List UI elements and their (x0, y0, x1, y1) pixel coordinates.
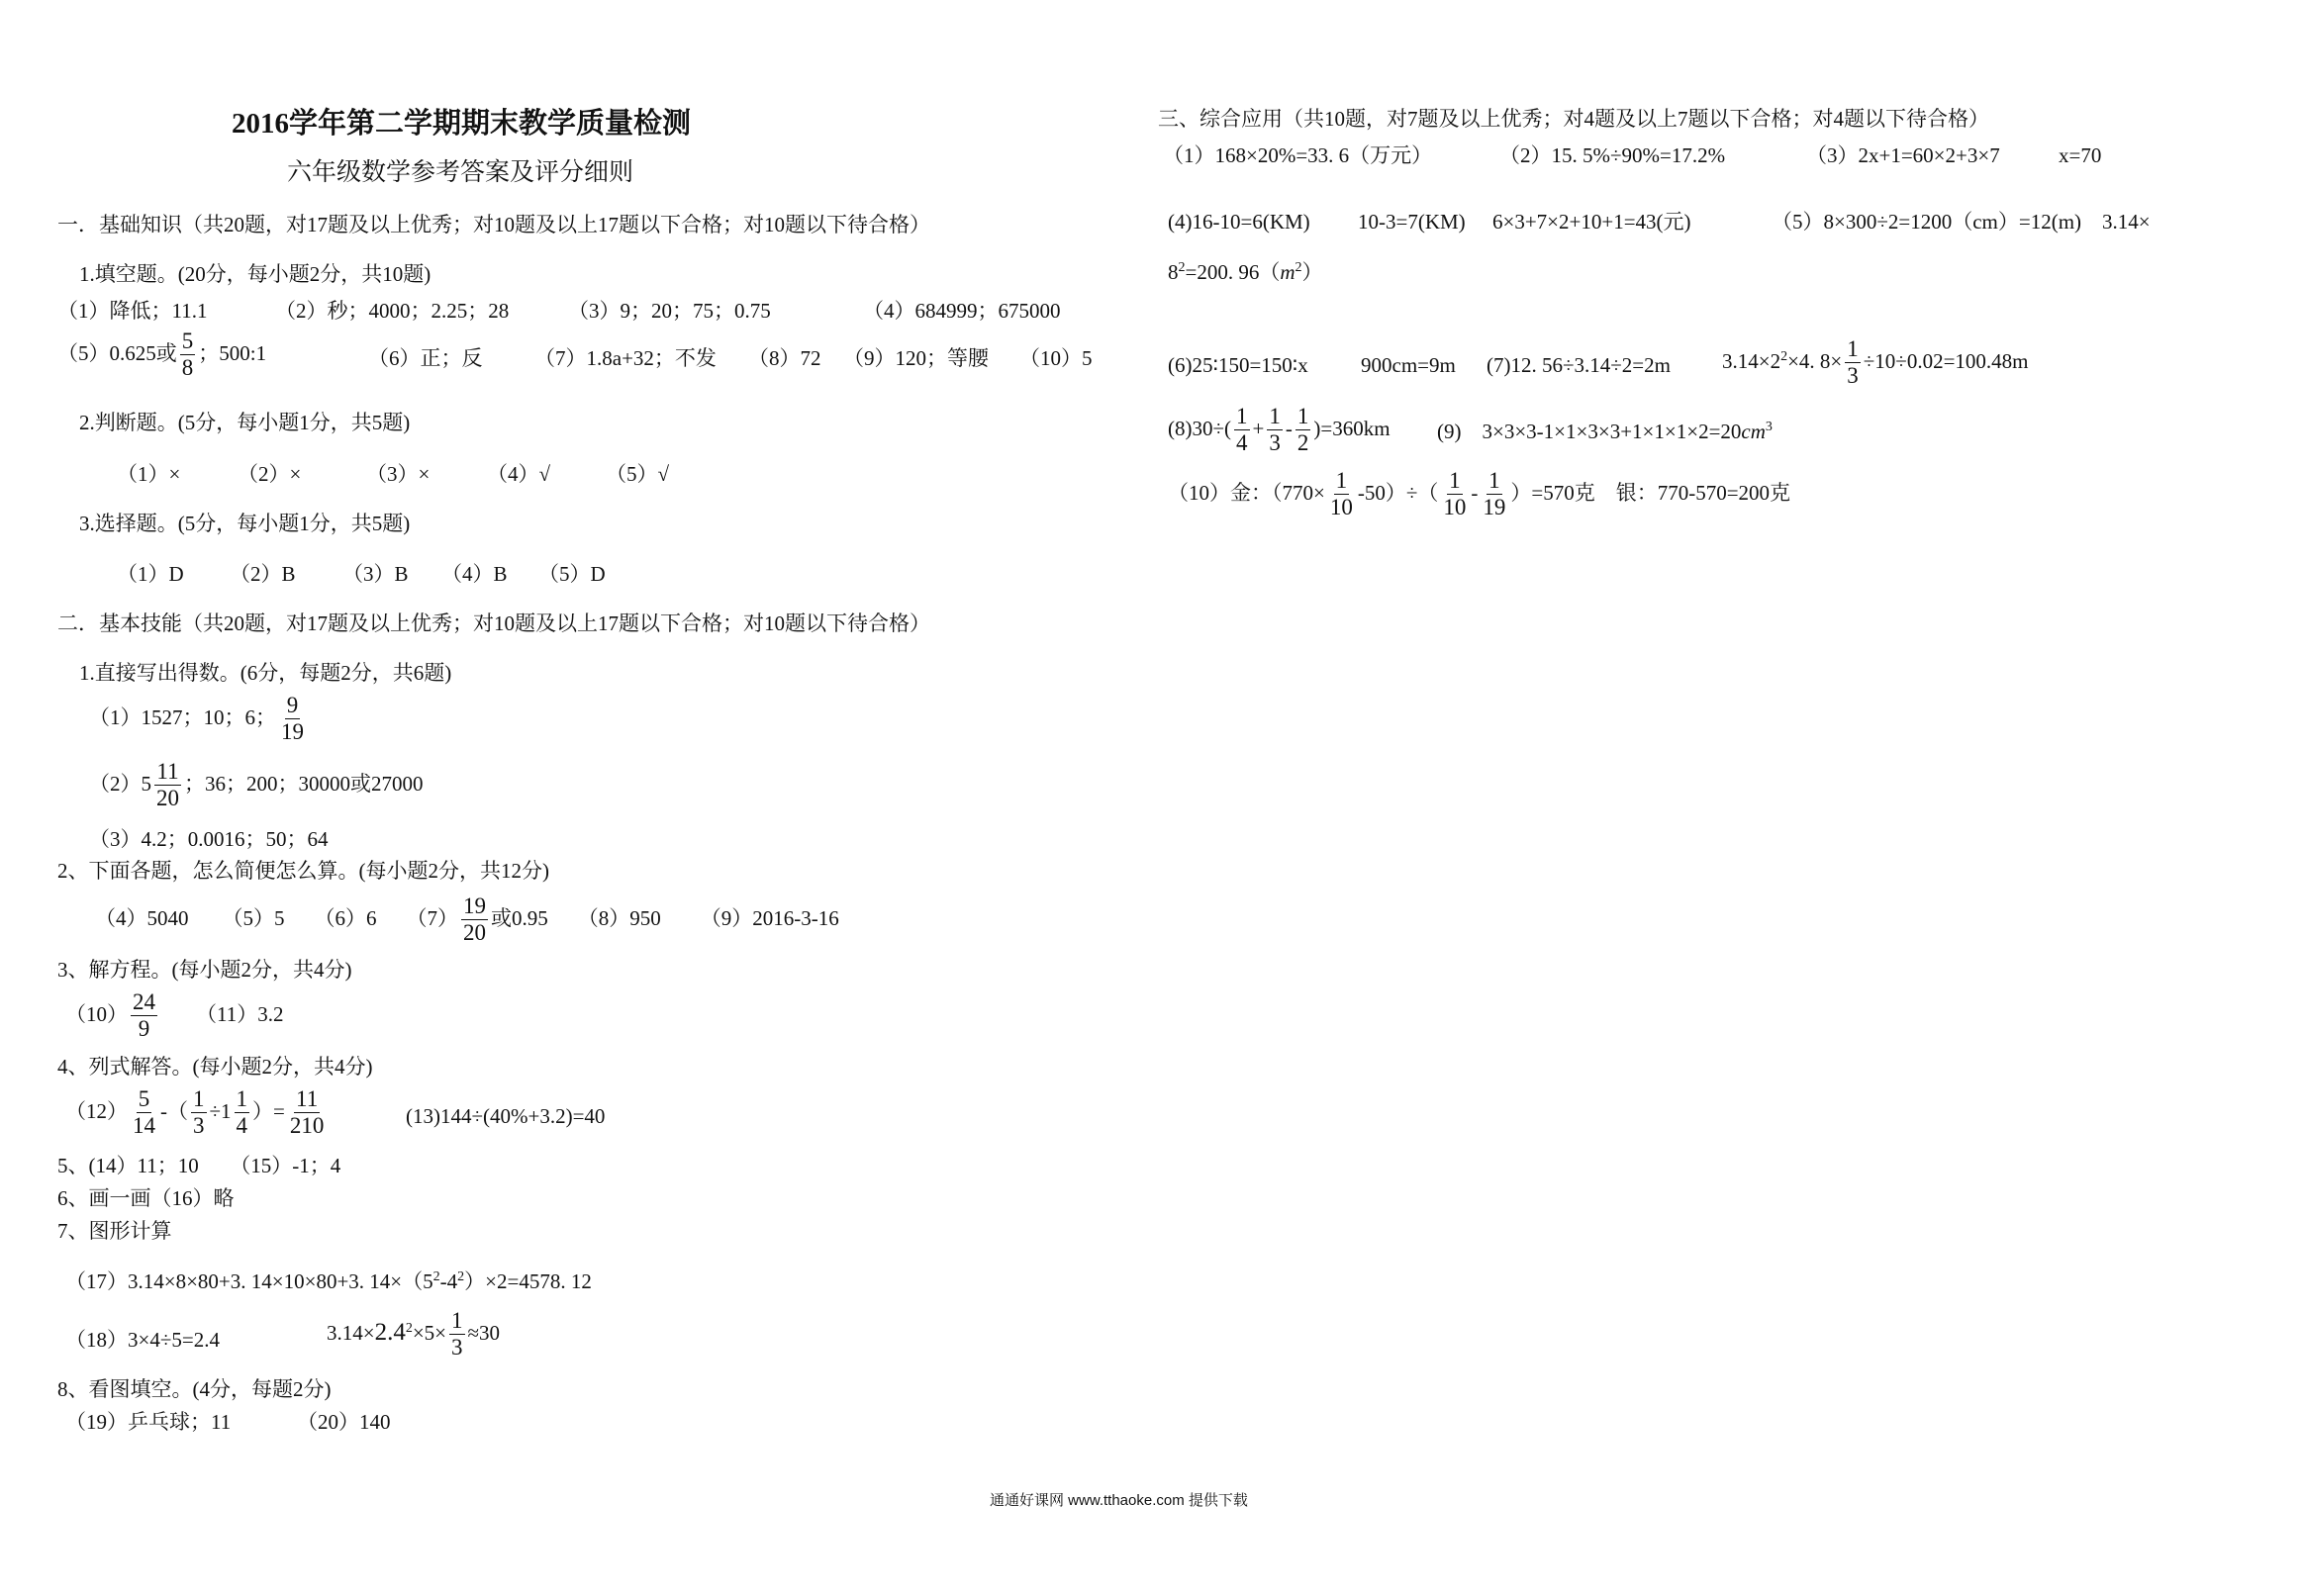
s1-q1-item-1: （1）降低；11.1 (57, 299, 208, 323)
s1-q3-item-4: （4）B (441, 562, 508, 586)
fraction: $\frac{1}{2}$ (1296, 404, 1309, 456)
s3-item-4b: 10-3=7(KM) (1358, 210, 1466, 234)
fraction: $\frac{5}{8}$ (181, 329, 194, 381)
s3-item-5-cont: $8^2=200$. $96(m^2)$ (1168, 260, 1323, 284)
s3-item-8: (8)30÷( $\frac{1}{4}$ + $\frac{1}{3}$ - $\frac{1}{2}$ )=360km (1168, 404, 1391, 456)
fraction: $\frac{1}{10}$ (1443, 468, 1467, 520)
fraction: $\frac{5}{14}$ (133, 1086, 155, 1139)
s3-item-9: (9) $3\times 3\times 3-1\times 1\times 3\times 3+1\times 1\times 1\times 2=20cm^3$ (1437, 420, 1773, 443)
s1-q3-item-3: （3）B (342, 562, 409, 586)
s1-q1-item-10: （10）5 (1019, 346, 1093, 370)
s1-q2-item-5: （5）√ (606, 462, 670, 486)
s2-q7-title: 7、图形计算 (57, 1219, 172, 1243)
fraction: $\frac{1}{10}$ (1329, 468, 1353, 520)
s2-q7-answer-18b: $3.14\times 2.4^2\times 5\times$ $\frac{1}{3}$ ≈30 (327, 1308, 501, 1361)
s2-q7-answer-18a: （18）3×4÷5=2.4 (65, 1328, 220, 1352)
section-1-header: 一．基础知识（共20题，对17题及以上优秀；对10题及以上17题以下合格；对10题以下待合格） (57, 213, 930, 236)
section-3-header: 三、综合应用（共10题，对7题及以上优秀；对4题及以上7题以下合格；对4题以下待合格） (1158, 107, 1989, 131)
s1-q2-item-1: （1）× (117, 462, 181, 486)
fraction: $\frac{24}{9}$ (133, 989, 155, 1042)
s2-q2-answers: （4）5040 （5）5 （6）6 （7） $\frac{19}{20}$ 或0.95 （8）950 （9）2016-3-16 (95, 893, 839, 946)
fraction: $\frac{1}{4}$ (1236, 404, 1248, 456)
fraction: $\frac{11}{210}$ (289, 1086, 325, 1139)
s2-q4-answer-13: (13)144÷(40%+3.2)=40 (406, 1104, 606, 1128)
fraction: $\frac{1}{19}$ (1483, 468, 1506, 520)
fraction: $\frac{1}{4}$ (236, 1086, 248, 1139)
s3-item-6a: (6)25∶150=150∶x (1168, 353, 1308, 377)
s1-q2-item-2: （2）× (238, 462, 302, 486)
s3-item-3-result: x=70 (2059, 143, 2102, 167)
footer-credit: 通通好课网 www.tthaoke.com 提供下载 (990, 1492, 1248, 1509)
s1-q3-item-2: （2）B (230, 562, 296, 586)
s1-q3-title: 3.选择题。(5分，每小题1分，共5题) (79, 512, 411, 535)
s1-q2-item-3: （3）× (366, 462, 431, 486)
section-2-header: 二．基本技能（共20题，对17题及以上优秀；对10题及以上17题以下合格；对10题以下待合格） (57, 611, 930, 635)
s1-q1-item-6: （6）正；反 (368, 346, 483, 370)
s1-q2-item-4: （4）√ (487, 462, 551, 486)
s3-item-5: （5）8×300÷2=1200（cm）=12(m) 3.14× (1772, 210, 2151, 234)
s2-q1-line-3: （3）4.2；0.0016；50；64 (89, 827, 329, 851)
s2-q5: 5、(14）11；10 （15）-1；4 (57, 1154, 341, 1177)
s1-q1-item-3: （3）9；20；75；0.75 (568, 299, 771, 323)
s1-q1-item-9: （9）120；等腰 (843, 346, 989, 370)
s2-q1-line-1: （1）1527；10；6； $\frac{9}{19}$ (89, 693, 304, 745)
s3-item-6b: 900cm=9m (1361, 353, 1456, 377)
s2-q3-title: 3、解方程。(每小题2分，共4分) (57, 958, 352, 982)
page-subtitle: 六年级数学参考答案及评分细则 (287, 159, 634, 186)
s2-q2-title: 2、下面各题，怎么简便怎么算。(每小题2分，共12分) (57, 859, 549, 883)
fraction: $\frac{1}{3}$ (451, 1308, 463, 1361)
s3-item-4a: (4)16-10=6(KM) (1168, 210, 1310, 234)
s2-q8-item-19: （19）乒乓球；11 (65, 1410, 232, 1434)
s1-q1-item-2: （2）秒；4000；2.25；28 (275, 299, 510, 323)
s3-item-7b: $3.14\times 2^2\times 4$. 8× $\frac{1}{3}$ ÷10÷0.02=100.48m (1722, 336, 2029, 389)
s3-item-10: （10）金：（770× $\frac{1}{10}$ -50）÷（ $\frac{1}{10}$ - $\frac{1}{19}$ ）=570克 银：770-570=200克 (1168, 468, 1791, 520)
s1-q3-item-1: （1）D (117, 562, 184, 586)
s3-item-4c: 6×3+7×2+10+1=43(元) (1492, 210, 1691, 234)
s2-q6: 6、画一画（16）略 (57, 1186, 235, 1210)
s1-q1-item-8: （8）72 (748, 346, 821, 370)
s1-q1-row2: （5）0.625或 $\frac{5}{8}$ ；500:1 (57, 329, 267, 381)
fraction: $\frac{1}{3}$ (1847, 336, 1859, 389)
s1-q2-title: 2.判断题。(5分，每小题1分，共5题) (79, 411, 411, 434)
s3-item-3: （3）2x+1=60×2+3×7 (1806, 143, 2000, 167)
s2-q3-answers: （10） $\frac{24}{9}$ （11）3.2 (65, 989, 284, 1042)
s3-item-1: （1）168×20%=33. 6（万元） (1163, 143, 1433, 167)
s2-q8-item-20: （20）140 (297, 1410, 391, 1434)
fraction: $\frac{1}{3}$ (193, 1086, 205, 1139)
s2-q1-line-2: （2）5 $\frac{11}{20}$ ；36；200；30000或27000 (89, 759, 424, 811)
s1-q1-item-4: （4）684999；675000 (863, 299, 1061, 323)
fraction: $\frac{9}{19}$ (281, 693, 304, 745)
s2-q4-answer-12: （12） $\frac{5}{14}$ -（ $\frac{1}{3}$ ÷1 $\frac{1}{4}$ ）= $\frac{11}{210}$ (65, 1086, 325, 1139)
s3-item-7a: (7)12. 56÷3.14÷2=2m (1487, 353, 1671, 377)
s1-q1-item-7: （7）1.8a+32；不发 (534, 346, 717, 370)
fraction: $\frac{1}{3}$ (1269, 404, 1281, 456)
s2-q4-title: 4、列式解答。(每小题2分，共4分) (57, 1055, 373, 1079)
s2-q1-title: 1.直接写出得数。(6分，每题2分，共6题) (79, 661, 452, 685)
s2-q8-title: 8、看图填空。(4分，每题2分) (57, 1377, 332, 1401)
s2-q7-answer-17: （17）3.14×8×80+3. 14×10×80+3. $14\times(5^2-4^2)\times 2=4578$. 12 (65, 1269, 592, 1293)
fraction: $\frac{19}{20}$ (463, 893, 486, 946)
page-title: 2016学年第二学期期末教学质量检测 (232, 108, 692, 140)
fraction: $\frac{11}{20}$ (156, 759, 179, 811)
s1-q3-item-5: （5）D (538, 562, 606, 586)
s1-q1-item-5-text: （5）0.625或 (57, 340, 177, 365)
s1-q1-title: 1.填空题。(20分，每小题2分，共10题) (79, 262, 432, 286)
s3-item-2: （2）15. 5%÷90%=17.2% (1499, 143, 1726, 167)
